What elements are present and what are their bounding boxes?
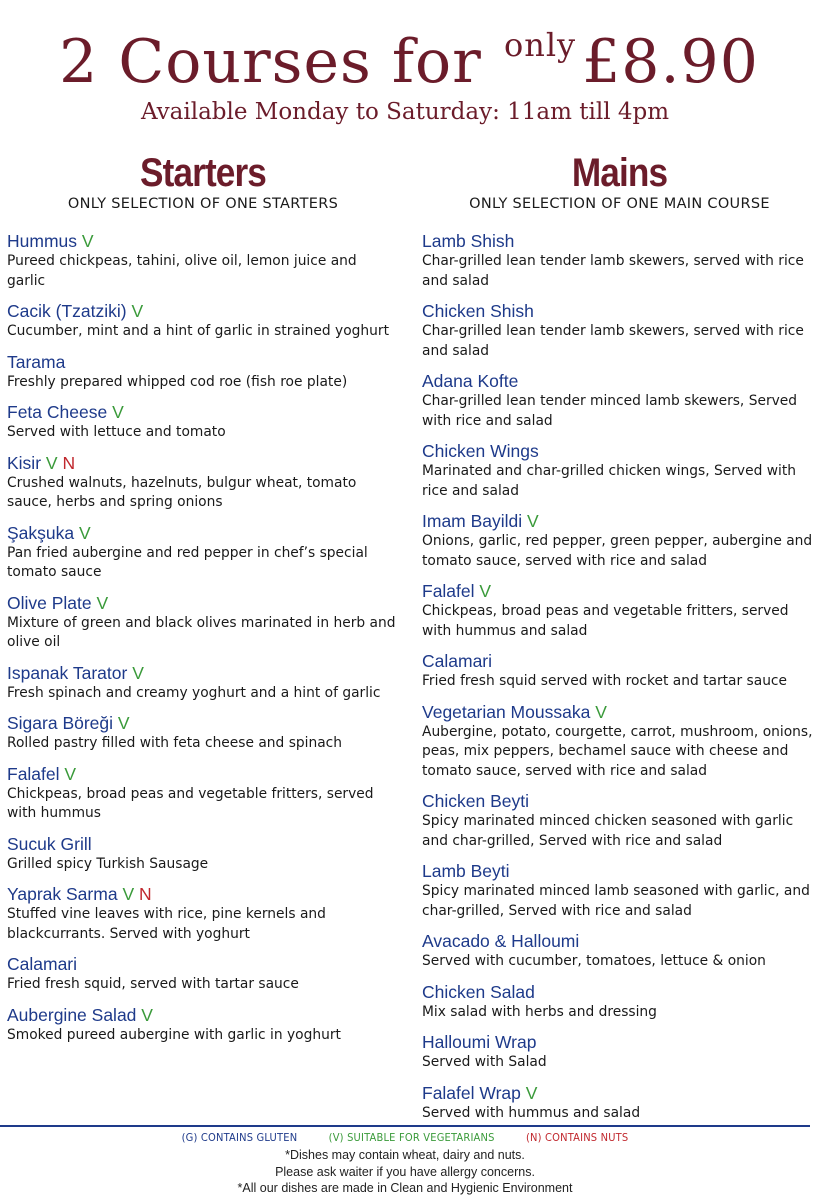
menu-item — [422, 650, 817, 692]
vegetarian-tag: V — [132, 662, 144, 683]
menu-item-title: Calamari — [422, 651, 493, 671]
menu-item-description: Served with hummus and salad — [422, 1104, 641, 1121]
vegetarian-tag: V — [479, 581, 492, 601]
mains-list — [422, 230, 817, 1123]
menu-item — [422, 510, 817, 571]
vegetarian-tag: V — [141, 1004, 153, 1025]
menu-item-name — [7, 351, 399, 373]
menu-item-title: Kisir — [7, 452, 42, 473]
menu-item-description: Aubergine, potato, courgette, carrot, mushroom, onions, peas, mix peppers, bechamel sauce with cheese and tomato sauce, served with rice and salad — [422, 723, 813, 779]
menu-item-description: Char-grilled lean tender lamb skewers, served with rice and salad — [422, 253, 804, 289]
dietary-legend — [0, 1130, 810, 1145]
menu-item-name — [422, 1082, 817, 1104]
menu-item-description: Onions, garlic, red pepper, green pepper, aubergine and tomato sauce, served with rice and salad — [422, 533, 813, 569]
menu-item-name — [7, 452, 399, 474]
menu-item-name — [422, 230, 817, 252]
menu-item-title: Cacik (Tzatziki) — [7, 301, 127, 321]
menu-item — [7, 300, 399, 342]
menu-item-description: Grilled spicy Turkish Sausage — [7, 855, 209, 872]
menu-item-name — [7, 662, 399, 684]
menu-item-title: Hummus — [7, 231, 78, 251]
menu-item — [422, 230, 817, 291]
title-price: £8.90 — [582, 27, 759, 97]
menu-item-title: Yaprak Sarma — [7, 884, 118, 904]
menu-item-title: Şakşuka — [7, 522, 75, 543]
menu-item-name — [422, 930, 817, 952]
menu-item — [7, 953, 399, 995]
starters-list — [7, 230, 399, 1045]
menu-item-title: Sigara Böreği — [7, 713, 114, 733]
footer-divider — [0, 1125, 810, 1127]
menu-item-title: Chicken Shish — [422, 301, 534, 321]
menu-item-description: Served with cucumber, tomatoes, lettuce & onion — [422, 953, 766, 969]
menu-item-title: Falafel — [7, 763, 60, 784]
starters-column — [7, 150, 399, 1054]
menu-item — [7, 883, 399, 944]
menu-item — [422, 790, 817, 851]
menu-item-title: Chicken Wings — [422, 441, 539, 461]
menu-item — [7, 763, 399, 824]
starters-heading: Starters — [139, 151, 267, 195]
menu-item-title: Sucuk Grill — [7, 833, 92, 854]
menu-item-title: Tarama — [7, 351, 66, 372]
menu-item-title: Falafel — [422, 581, 475, 601]
menu-item-title: Olive Plate — [7, 592, 92, 613]
menu-item-description: Fresh spinach and creamy yoghurt and a hint of garlic — [7, 684, 381, 701]
menu-item-title: Calamari — [7, 954, 78, 974]
vegetarian-tag: V — [45, 452, 58, 473]
menu-item-name — [422, 860, 817, 882]
legend-gluten: (G) CONTAINS GLUTEN — [181, 1131, 298, 1144]
menu-item-title: Imam Bayildi — [422, 511, 523, 531]
menu-item-name — [422, 701, 817, 723]
menu-item-title: Feta Cheese — [7, 402, 108, 422]
menu-item-description: Mixture of green and black olives marinated in herb and olive oil — [7, 614, 396, 650]
menu-item — [422, 440, 817, 501]
menu-item-description: Crushed walnuts, hazelnuts, bulgur wheat, tomato sauce, herbs and spring onions — [7, 474, 357, 510]
mains-subheading: ONLY SELECTION OF ONE MAIN COURSE — [469, 196, 770, 212]
menu-item — [422, 701, 817, 782]
menu-item-name — [7, 953, 399, 975]
menu-item-description: Char-grilled lean tender minced lamb skewers, Served with rice and salad — [422, 393, 798, 429]
menu-item-description: Fried fresh squid served with rocket and tartar sauce — [422, 673, 788, 689]
menu-item — [422, 300, 817, 361]
menu-item — [422, 930, 817, 972]
menu-item-description: Fried fresh squid, served with tartar sauce — [7, 976, 299, 992]
menu-item-name — [422, 580, 817, 602]
menu-item-name — [7, 592, 399, 614]
nuts-tag: N — [62, 452, 76, 473]
menu-item — [7, 351, 399, 393]
menu-item — [7, 452, 399, 513]
note-hygiene: *All our dishes are made in Clean and Hygienic Environment — [237, 1181, 573, 1195]
title-only: only — [503, 26, 577, 64]
vegetarian-tag: V — [595, 701, 607, 722]
vegetarian-tag: V — [81, 231, 94, 251]
nuts-tag: N — [139, 884, 152, 904]
menu-item-description: Pan fried aubergine and red pepper in chef’s special tomato sauce — [7, 544, 368, 580]
menu-item-description: Pureed chickpeas, tahini, olive oil, lemon juice and garlic — [7, 253, 357, 289]
menu-item-name — [7, 763, 399, 785]
menu-item-description: Rolled pastry filled with feta cheese and spinach — [7, 735, 342, 751]
vegetarian-tag: V — [117, 713, 130, 733]
menu-item — [422, 1082, 817, 1124]
menu-item-description: Stuffed vine leaves with rice, pine kernels and blackcurrants. Served with yoghurt — [7, 906, 326, 942]
menu-item-name — [422, 650, 817, 672]
menu-item — [422, 1031, 817, 1073]
menu-item-title: Falafel Wrap — [422, 1082, 521, 1103]
menu-item-title: Chicken Salad — [422, 981, 535, 1002]
menu-item — [7, 833, 399, 875]
menu-item-title: Halloumi Wrap — [422, 1032, 537, 1052]
menu-item-title: Chicken Beyti — [422, 791, 529, 811]
menu-item-name — [422, 981, 817, 1003]
menu-item-title: Lamb Shish — [422, 231, 515, 251]
vegetarian-tag: V — [64, 763, 77, 784]
menu-item-title: Aubergine Salad — [7, 1004, 137, 1025]
allergy-notes — [0, 1147, 810, 1197]
menu-item-title: Avacado & Halloumi — [422, 931, 580, 951]
menu-item-title: Adana Kofte — [422, 371, 519, 391]
menu-item-description: Char-grilled lean tender lamb skewers, served with rice and salad — [422, 323, 804, 359]
mains-column — [422, 150, 817, 1132]
menu-item — [7, 662, 399, 704]
menu-item-name — [422, 510, 817, 532]
menu-item-name — [7, 833, 399, 855]
menu-item-description: Chickpeas, broad peas and vegetable fritters, served with hummus and salad — [422, 603, 789, 639]
menu-item — [7, 230, 399, 291]
menu-item-description: Cucumber, mint and a hint of garlic in strained yoghurt — [7, 323, 389, 339]
menu-item-description: Chickpeas, broad peas and vegetable fritters, served with hummus — [7, 785, 374, 821]
vegetarian-tag: V — [131, 301, 144, 321]
menu-item-name — [422, 300, 817, 322]
menu-item-description: Spicy marinated minced chicken seasoned with garlic and char-grilled, Served with rice and salad — [422, 813, 794, 849]
menu-item-name — [422, 790, 817, 812]
menu-item-description: Smoked pureed aubergine with garlic in yoghurt — [7, 1026, 341, 1043]
menu-item-name — [422, 440, 817, 462]
menu-item-description: Freshly prepared whipped cod roe (fish roe plate) — [7, 373, 348, 390]
menu-item-title: Lamb Beyti — [422, 861, 510, 881]
menu-item-name — [7, 883, 399, 905]
availability-subtitle: Available Monday to Saturday: 11am till 4pm — [140, 99, 670, 125]
menu-item — [7, 592, 399, 653]
legend-nuts: (N) CONTAINS NUTS — [525, 1131, 629, 1144]
page-title — [0, 26, 818, 107]
vegetarian-tag: V — [96, 592, 109, 613]
menu-item-name — [422, 370, 817, 392]
legend-vegetarian: (V) SUITABLE FOR VEGETARIANS — [328, 1131, 495, 1144]
menu-item-description: Spicy marinated minced lamb seasoned with garlic, and char-grilled, Served with rice and salad — [422, 883, 810, 919]
menu-item — [7, 401, 399, 443]
menu-item-name — [7, 230, 399, 252]
title-main: 2 Courses for — [59, 27, 482, 97]
vegetarian-tag: V — [525, 1082, 538, 1103]
menu-item-description: Served with Salad — [422, 1054, 547, 1070]
menu-item-description: Served with lettuce and tomato — [7, 424, 226, 440]
menu-item-title: Vegetarian Moussaka — [422, 701, 591, 722]
menu-item-name — [7, 401, 399, 423]
menu-item-name — [7, 300, 399, 322]
menu-item — [7, 522, 399, 583]
menu-item — [7, 1004, 399, 1046]
menu-item-name — [7, 712, 399, 734]
menu-item — [422, 860, 817, 921]
menu-item-name — [7, 1004, 399, 1026]
mains-heading: Mains — [571, 151, 668, 195]
vegetarian-tag: V — [122, 884, 135, 904]
menu-item — [7, 712, 399, 754]
menu-item-name — [422, 1031, 817, 1053]
menu-item-description: Marinated and char-grilled chicken wings, Served with rice and salad — [422, 463, 796, 499]
vegetarian-tag: V — [79, 522, 91, 543]
menu-item — [422, 370, 817, 431]
menu-item-description: Mix salad with herbs and dressing — [422, 1003, 657, 1020]
note-ask-waiter: Please ask waiter if you have allergy concerns. — [275, 1164, 535, 1179]
vegetarian-tag: V — [112, 402, 124, 422]
vegetarian-tag: V — [527, 511, 539, 531]
menu-item — [422, 580, 817, 641]
starters-subheading: ONLY SELECTION OF ONE STARTERS — [67, 196, 339, 212]
menu-item — [422, 981, 817, 1023]
note-allergens: *Dishes may contain wheat, dairy and nuts. — [285, 1148, 525, 1162]
menu-item-title: Ispanak Tarator — [7, 662, 128, 683]
menu-item-name — [7, 522, 399, 544]
